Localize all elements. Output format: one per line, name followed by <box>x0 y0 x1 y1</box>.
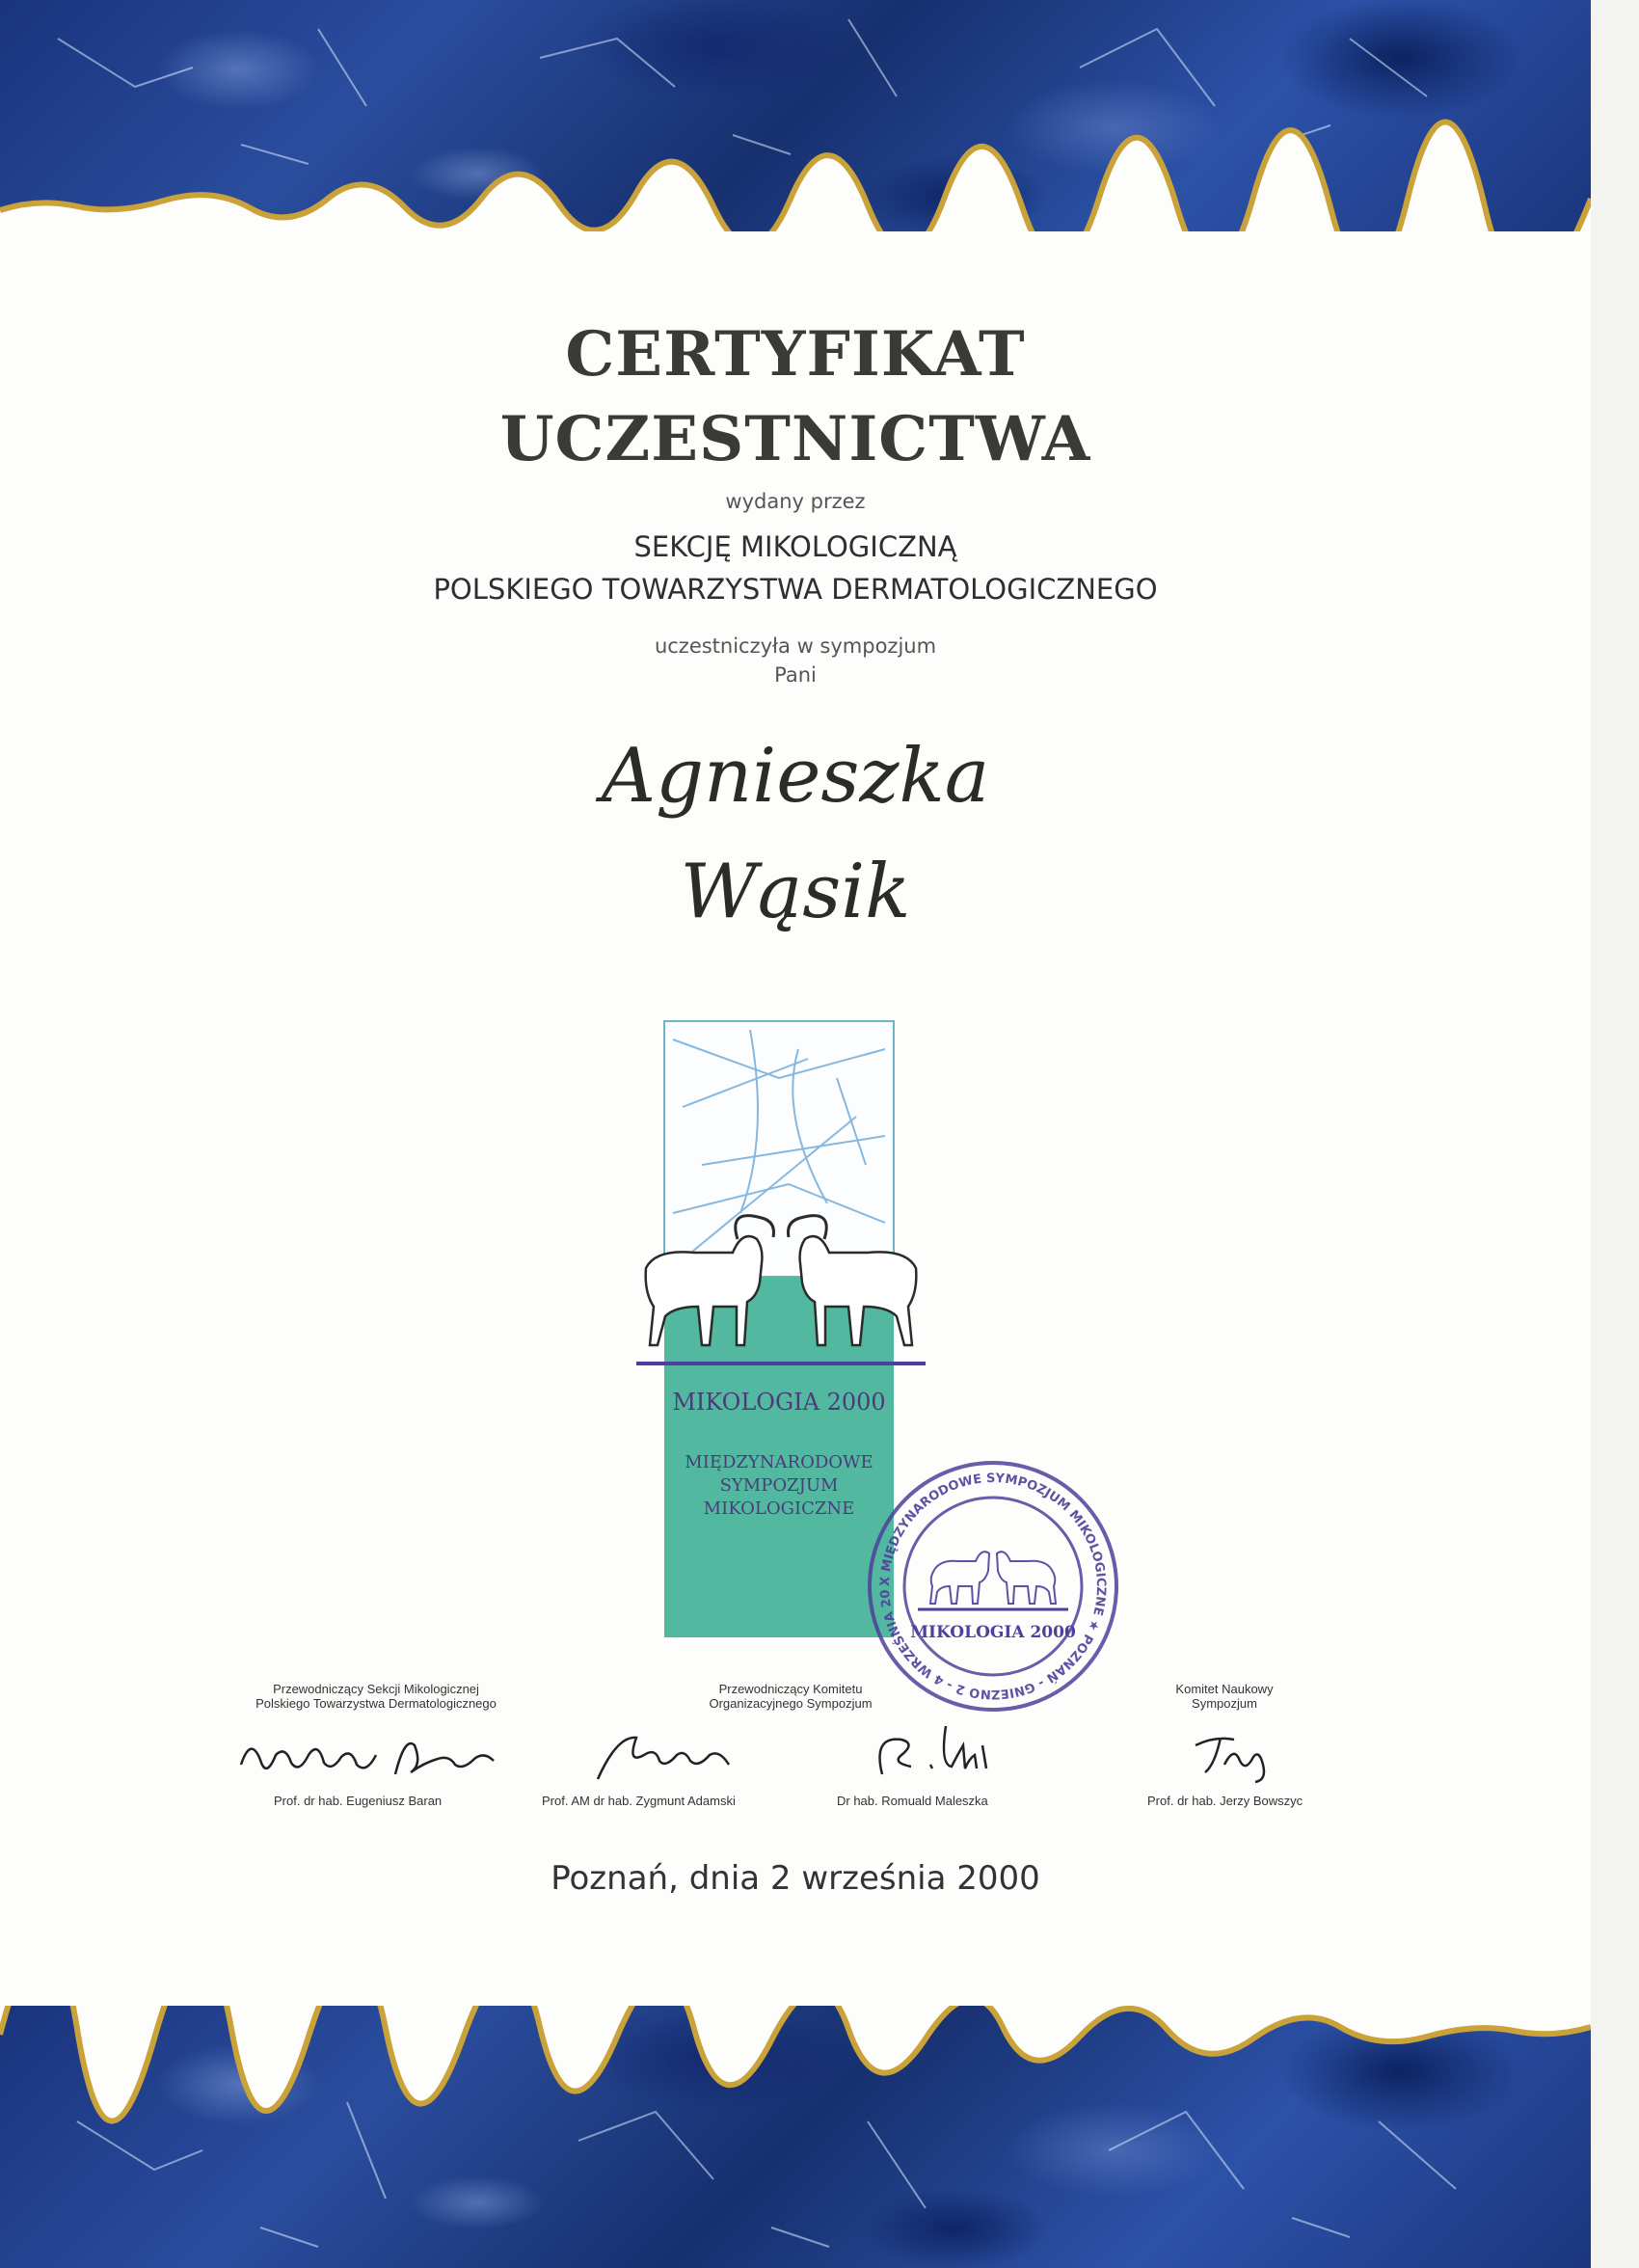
bottom-marble-border <box>0 2006 1591 2268</box>
stamp-ring-text: X MIĘDZYNARODOWE SYMPOZJUM MIKOLOGICZNE ★ POZNAŃ - GNIEZNO 2 - 4 WRZEŚNIA 20 <box>877 1471 1109 1702</box>
signature-1-name: Prof. dr hab. Eugeniusz Baran <box>274 1794 443 1808</box>
signature-1-caption-line1: Przewodniczący Sekcji Mikologicznej <box>273 1682 479 1696</box>
organization-line1: SEKCJĘ MIKOLOGICZNĄ <box>633 530 957 563</box>
logo-divider <box>636 1362 926 1365</box>
official-stamp <box>858 1451 1128 1721</box>
signature-1-handwriting <box>231 1726 521 1794</box>
logo-event-line1: MIĘDZYNARODOWE <box>685 1452 873 1472</box>
issue-date: Poznań, dnia 2 września 2000 <box>551 1859 1040 1898</box>
logo-event-line2: SYMPOZJUM <box>719 1475 839 1496</box>
signature-2-caption-line2: Organizacyjnego Sympozjum <box>709 1696 873 1711</box>
signature-2-name: Prof. AM dr hab. Zygmunt Adamski <box>542 1794 736 1808</box>
goats-illustration-icon <box>636 1210 926 1364</box>
certificate-title-line1: CERTYFIKAT <box>565 318 1026 391</box>
logo-event-line3: MIKOLOGICZNE <box>703 1498 855 1519</box>
salutation: Pani <box>774 663 817 687</box>
signature-4-name: Prof. dr hab. Jerzy Bowszyc <box>1147 1794 1303 1808</box>
organization-line2: POLSKIEGO TOWARZYSTWA DERMATOLOGICZNEGO <box>433 573 1158 606</box>
signature-1-caption <box>212 1682 540 1711</box>
signature-3-handwriting <box>863 1716 998 1794</box>
logo-event-name: MIKOLOGIA 2000 <box>672 1389 886 1416</box>
signature-1-caption-line2: Polskiego Towarzystwa Dermatologicznego <box>255 1696 497 1711</box>
signature-4-caption-line1: Komitet Naukowy <box>1175 1682 1274 1696</box>
participation-label: uczestniczyła w sympozjum <box>654 634 937 658</box>
signature-4-caption <box>1128 1682 1321 1711</box>
recipient-first-name: Agnieszka <box>601 733 990 820</box>
certificate-title-line2: UCZESTNICTWA <box>499 403 1091 475</box>
stamp-center-text: MIKOLOGIA 2000 <box>910 1623 1076 1642</box>
top-marble-border <box>0 0 1591 231</box>
scan-margin <box>1591 0 1639 2268</box>
signature-2-caption-line1: Przewodniczący Komitetu <box>718 1682 863 1696</box>
signature-2-handwriting <box>588 1726 752 1794</box>
signature-4-handwriting <box>1186 1726 1292 1794</box>
recipient-last-name: Wąsik <box>680 849 911 935</box>
signature-4-caption-line2: Sympozjum <box>1192 1696 1257 1711</box>
signature-2-caption <box>665 1682 916 1711</box>
signature-3-name: Dr hab. Romuald Maleszka <box>837 1794 988 1808</box>
issued-by-label: wydany przez <box>725 490 866 513</box>
